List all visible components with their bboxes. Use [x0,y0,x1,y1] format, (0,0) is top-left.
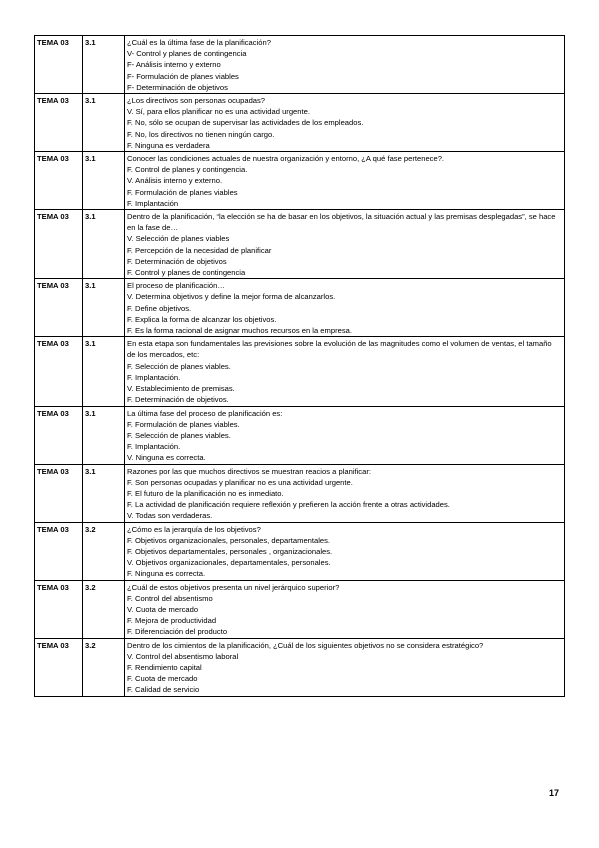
question-text: ¿Cuál es la última fase de la planificación? [127,38,271,47]
section-number-cell: 3.1 [83,279,125,337]
answer-option: F- Determinación de objetivos [127,82,228,92]
answer-option: F. Control del absentismo [127,593,213,603]
tema-cell: TEMA 03 [35,210,83,279]
question-text: En esta etapa son fundamentales las previsiones sobre la evolución de las magnitudes como el volumen de ventas, el tamaño de los mercados, etc: [127,339,552,360]
answer-option: F. Rendimiento capital [127,662,202,672]
question-cell [125,94,565,152]
answer-option: F. Define objetivos. [127,303,192,313]
question-text: Conocer las condiciones actuales de nuestra organización y entorno, ¿A qué fase pertenece?. [127,154,445,164]
tema-cell: TEMA 03 [35,279,83,337]
tema-cell: TEMA 03 [35,522,83,580]
section-number-cell: 3.1 [83,36,125,94]
tema-cell: TEMA 03 [35,638,83,696]
answer-option: F. Objetivos organizacionales, personales, departamentales. [127,535,331,545]
section-number-cell: 3.1 [83,210,125,279]
question-row [35,580,565,638]
question-cell [125,638,565,696]
tema-cell: TEMA 03 [35,152,83,210]
answer-option: F. La actividad de planificación requiere reflexión y prefieren la acción frente a otras actividades. [127,500,450,510]
section-number-cell: 3.1 [83,406,125,464]
question-row [35,152,565,210]
section-number-cell: 3.2 [83,580,125,638]
question-text: La última fase del proceso de planificación es: [127,408,283,418]
answer-option: F. Implantación. [127,372,181,382]
quiz-table [34,35,565,697]
answer-option: F. Determinación de objetivos. [127,395,229,405]
answer-option: V. Cuota de mercado [127,604,199,614]
question-text: ¿Los directivos son personas ocupadas? [127,96,266,106]
answer-option: V. Todas son verdaderas. [127,511,213,521]
section-number-cell: 3.1 [83,152,125,210]
answer-option: F. El futuro de la planificación no es inmediato. [127,488,284,498]
question-row [35,279,565,337]
question-text: El proceso de planificación… [127,281,225,291]
question-row [35,94,565,152]
question-cell [125,279,565,337]
question-cell [125,464,565,522]
quiz-table-body [35,36,565,697]
question-cell [125,337,565,406]
answer-option: F- Análisis interno y externo [127,60,221,70]
answer-option: F. Objetivos departamentales, personales , organizacionales. [127,546,333,556]
answer-option: V. Control del absentismo laboral [127,651,239,661]
question-row [35,464,565,522]
answer-option: F. Formulación de planes viables [127,187,238,197]
answer-option: F. Ninguna es correcta. [127,569,206,579]
answer-option: F. Calidad de servicio [127,685,200,695]
answer-option: F. Formulación de planes viables. [127,419,240,429]
tema-cell: TEMA 03 [35,580,83,638]
question-cell [125,36,565,94]
question-text: Razones por las que muchos directivos se muestran reacios a planificar: [127,466,371,476]
answer-option: F. Son personas ocupadas y planificar no es una actividad urgente. [127,477,353,487]
tema-cell: TEMA 03 [35,464,83,522]
section-number-cell: 3.2 [83,522,125,580]
question-row [35,337,565,406]
section-number-cell: 3.2 [83,638,125,696]
answer-option: V. Sí, para ellos planificar no es una actividad urgente. [127,107,310,117]
question-text: ¿Cuál de estos objetivos presenta un nivel jerárquico superior? [127,582,340,592]
answer-option: F. Implantación. [127,442,181,452]
question-text: Dentro de la planificación, “la elección se ha de basar en los objetivos, la situación actual y las premisas desplegadas”, se hace en la fase de… [127,212,556,233]
answer-option: F. Cuota de mercado [127,674,198,684]
answer-option: F. Selección de planes viables. [127,361,231,371]
tema-cell: TEMA 03 [35,406,83,464]
question-text: ¿Cómo es la jerarquía de los objetivos? [127,524,261,534]
question-cell [125,210,565,279]
answer-option: V- Control y planes de contingencia [127,49,247,59]
answer-option: F. Implantación [127,198,179,208]
answer-option: F. Explica la forma de alcanzar los objetivos. [127,314,277,324]
question-cell [125,406,565,464]
answer-option: V. Selección de planes viables [127,234,230,244]
tema-cell: TEMA 03 [35,36,83,94]
tema-cell: TEMA 03 [35,337,83,406]
section-number-cell: 3.1 [83,94,125,152]
question-row [35,522,565,580]
answer-option: F. Determinación de objetivos [127,256,227,266]
page-number: 17 [549,788,560,798]
answer-option: V. Ninguna es correcta. [127,453,206,463]
question-row [35,406,565,464]
answer-option: V. Objetivos organizacionales, departamentales, personales. [127,558,331,568]
question-row [35,36,565,94]
tema-cell: TEMA 03 [35,94,83,152]
question-row [35,210,565,279]
answer-option: F. Control y planes de contingencia [127,268,246,278]
section-number-cell: 3.1 [83,337,125,406]
question-text: Dentro de los cimientos de la planificación, ¿Cuál de los siguientes objetivos no se considera estratégico? [127,640,484,650]
answer-option: F. Diferenciación del producto [127,627,228,637]
answer-option: F. No, sólo se ocupan de supervisar las actividades de los empleados. [127,118,364,128]
answer-option: F. Es la forma racional de asignar muchos recursos en la empresa. [127,326,352,336]
answer-option: V. Determina objetivos y define la mejor forma de alcanzarlos. [127,292,336,302]
answer-option: V. Establecimiento de premisas. [127,384,235,394]
answer-option: V. Análisis interno y externo. [127,176,223,186]
answer-option: F. Ninguna es verdadera [127,140,210,150]
section-number-cell: 3.1 [83,464,125,522]
answer-option: F- Formulación de planes viables [127,71,239,81]
question-cell [125,580,565,638]
question-row [35,638,565,696]
answer-option: F. Percepción de la necesidad de planificar [127,245,272,255]
answer-option: F. Selección de planes viables. [127,430,231,440]
question-cell [125,152,565,210]
answer-option: F. Mejora de productividad [127,616,217,626]
question-cell [125,522,565,580]
answer-option: F. Control de planes y contingencia. [127,165,248,175]
answer-option: F. No, los directivos no tienen ningún cargo. [127,129,275,139]
